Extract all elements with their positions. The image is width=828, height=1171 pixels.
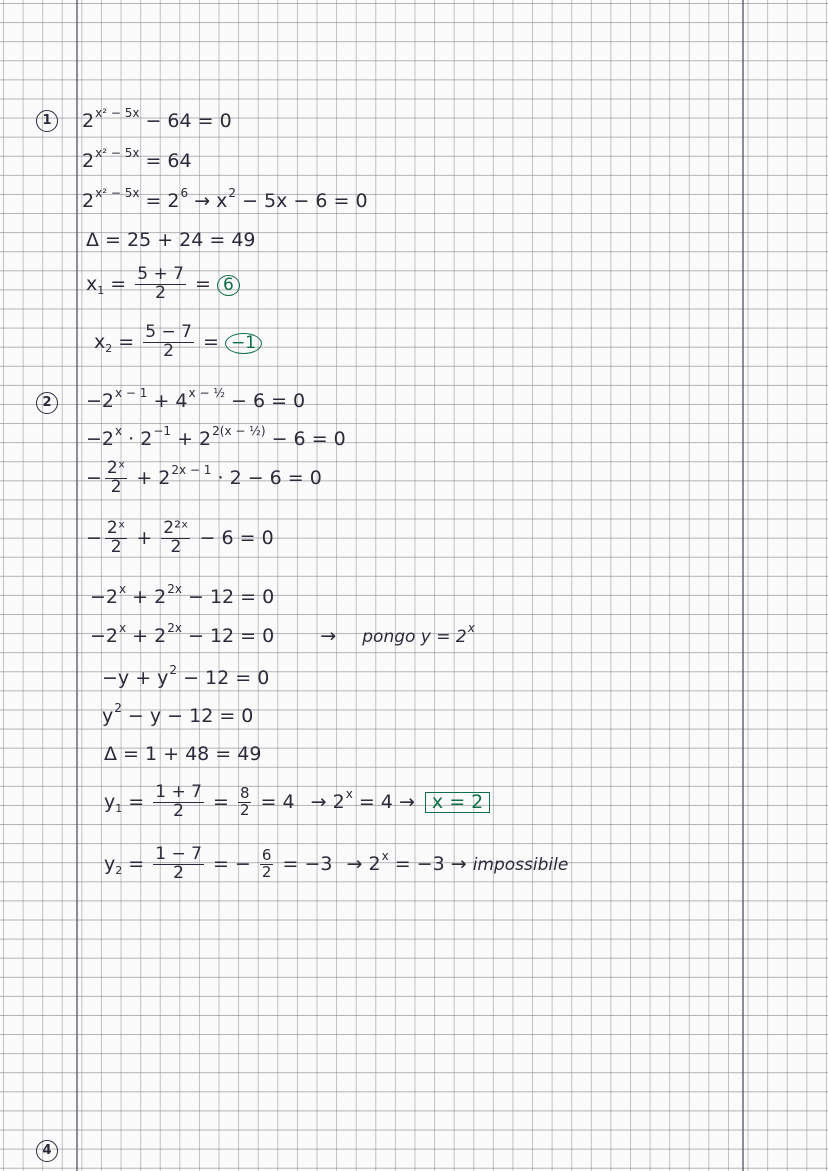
equation-line-p2-4: − $\frac{\text{2ˣ}}{2}$ + $\frac{\text{2²ˣ}}{2}$ − 6 = 0 <box>86 518 274 557</box>
root-2-result: −1 <box>225 333 262 354</box>
equation-line-p2-2: $-2^x \cdot 2^{-1} + 2^{2(x - \frac{1}{2})} - 6 = 0$ <box>86 424 346 450</box>
equation-line-p2-3: − $\frac{\text{2ˣ}}{2}$ + $2^{2x - 1} \cdot 2 - 6 = 0$ <box>86 458 322 497</box>
root-2-line: $x_2$ = $\frac{5 - 7}{2}$ = −1 <box>94 324 262 361</box>
y2-line: $y_2$ = $\frac{1 - 7}{2}$ = − $\frac{6}{2}$ = $-3 \to 2^x = -3$ → impossibile <box>104 844 569 883</box>
root-1-line: $x_1$ = $\frac{5 + 7}{2}$ = 6 <box>86 266 240 303</box>
page-number-badge: 4 <box>36 1140 58 1162</box>
equation-line-p2-7: $-y + y^2 - 12 = 0$ <box>102 663 270 689</box>
equation-line-3: $2^{x^2 - 5x} = 2^6 \to x^2 - 5x - 6 = 0$ <box>82 186 368 212</box>
discriminant-line: Δ = 25 + 24 = 49 <box>86 229 256 251</box>
substitution-note: pongo $y = 2^x$ <box>362 621 475 647</box>
equation-line-2: $2^{x^2 - 5x} = 64$ <box>82 146 192 172</box>
equation-line-p2-6: $-2^x + 2^{2x} - 12 = 0$ → pongo $y = 2^x$ <box>90 621 475 647</box>
equation-line-p2-5: $-2^x + 2^{2x} - 12 = 0$ <box>90 582 275 608</box>
equation-line-1: $2^{x^2 - 5x} - 64 = 0$ <box>82 106 232 132</box>
discriminant-line-p2: Δ = 1 + 48 = 49 <box>104 743 262 765</box>
root-1-result: 6 <box>217 275 240 296</box>
final-answer-box: x = 2 <box>425 792 490 813</box>
margin-line-right <box>742 0 744 1171</box>
problem-number-badge: 2 <box>36 392 58 414</box>
impossible-note: impossibile <box>472 854 569 875</box>
equation-line-p2-1: $-2^{x - 1} + 4^{x - \frac{1}{2}} - 6 = 0$ <box>86 386 306 412</box>
margin-line-left <box>76 0 78 1171</box>
problem-number-badge: 1 <box>36 110 58 132</box>
y1-line: $y_1$ = $\frac{1 + 7}{2}$ = $\frac{8}{2}$ = $4 \to 2^x = 4 \to x = 2$ <box>104 784 490 821</box>
equation-line-p2-8: $y^2 - y - 12 = 0$ <box>102 701 254 727</box>
